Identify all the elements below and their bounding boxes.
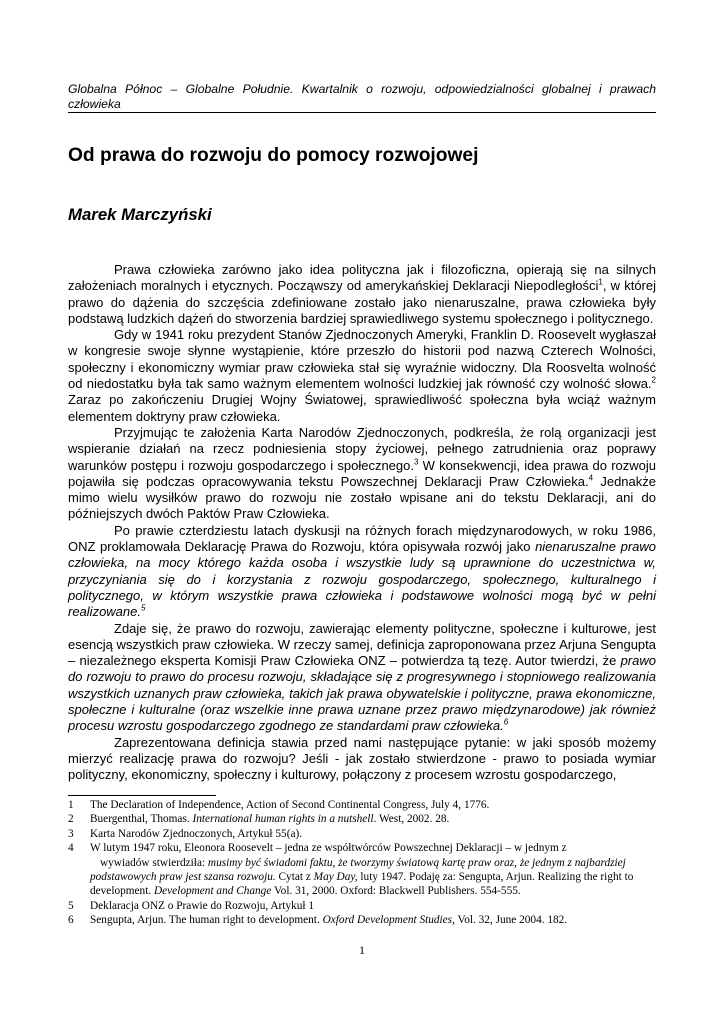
footnote-4-journal: Development and Change (154, 885, 272, 898)
footnote-ref-5: 5 (141, 603, 146, 613)
paragraph-1-text-b: , w której prawo do dążenia do szczęścia zdefiniowane zostało jako nienaruszalne, prawa człowieka były podstawą ludzkich dążeń do stworzenia bardziej sprawiedliwego systemu społecznego i politycznego. (68, 278, 656, 326)
footnote-2-text-b: . West, 2002. 28. (373, 813, 450, 826)
footnote-text: Deklaracja ONZ o Prawie do Rozwoju, Artykuł 1 (90, 899, 315, 912)
footnote-2-title: International human rights in a nutshell (192, 813, 374, 826)
footnote-4-text-b: wywiadów stwierdziła: (100, 856, 208, 869)
paragraph-3 (68, 425, 656, 523)
footnote-text: Karta Narodów Zjednoczonych, Artykuł 55(a). (90, 827, 303, 840)
paragraph-5 (68, 621, 656, 735)
article-author: Marek Marczyński (68, 205, 212, 224)
footnote-text (90, 812, 656, 826)
footnote-number: 4 (68, 842, 74, 855)
footnote-number: 5 (68, 899, 74, 912)
paragraph-1-text-a: Prawa człowieka zarówno jako idea polityczna jak i filozoficzna, opierają się na silnych założeniach moralnych i etycznych. Począwszy od amerykańskiej Deklaracji Niepodległości (68, 262, 656, 294)
footnote-2 (68, 812, 656, 826)
footnote-ref-6: 6 (503, 717, 509, 727)
paragraph-4 (68, 523, 656, 621)
paragraph-1 (68, 262, 656, 327)
paragraph-4-quote: nienaruszalne prawo człowieka, na mocy którego każda osoba i wszystkie ludy są uprawnione do uczestnictwa w, przyczyniania się do i korzystania z rozwoju gospodarczego, społecznego, kulturalnego i politycznego, w którym wszystkie prawa człowieka i podstawowe wolności mogą być w pełni realizowane. (68, 539, 656, 620)
footnote-4-text-a: W lutym 1947 roku, Eleonora Roosevelt – jedna ze współtwórców Powszechnej Deklaracji – w jednym z (90, 842, 567, 855)
footnote-ref-1: 1 (598, 277, 603, 287)
footnote-number: 3 (68, 827, 74, 840)
paragraph-5-quote: prawo do rozwoju to prawo do procesu rozwoju, składające się z progresywnego i stopniowego realizowania wszystkich uznanych praw człowieka, takich jak prawa obywatelskie i polityczne, prawa ekonomiczne, społeczne i kulturalne (oraz wszelkie inne prawa uznane przez prawo międzynarodowe) jak również procesu wzrostu gospodarczego zgodnego ze standardami praw człowieka. (68, 653, 656, 734)
footnote-ref-3: 3 (413, 457, 419, 467)
article-body (68, 262, 656, 784)
footnote-4-text-e: Vol. 31, 2000. Oxford: Blackwell Publishers. 554-555. (271, 885, 521, 898)
paragraph-3-text-c: Jednakże mimo wielu wysiłków prawo do rozwoju nie zostało wpisane ani do tekstu Deklaracji, ani do późniejszych dwóch Paktów Praw Człowieka. (68, 473, 656, 522)
paragraph-2-text-b: Zaraz po zakończeniu Drugiej Wojny Światowej, sprawiedliwość społeczna była wciąż ważnym elementem doktryny praw człowieka. (68, 392, 656, 424)
paragraph-2 (68, 327, 656, 425)
header-rule (68, 112, 656, 113)
footnote-3 (68, 827, 656, 841)
paragraph-2-text-a: Gdy w 1941 roku prezydent Stanów Zjednoczonych Ameryki, Franklin D. Roosevelt wygłaszał w kongresie swoje słynne wystąpienie, które przeszło do historii pod nazwą Czterech Wolności, społeczny i ekonomiczny wymiar praw człowieka stał się wyraźnie widoczny. Dla Roosvelta wolność od niedostatku była tak samo ważnym elementem wolności ludzkiej jak równość czy wolność słowa. (68, 327, 656, 392)
footnote-number: 2 (68, 813, 74, 826)
footnote-6-journal: Oxford Development Studies (322, 914, 453, 927)
paragraph-4-text-a: Po prawie czterdziestu latach dyskusji na różnych forach międzynarodowych, w roku 1986, ONZ proklamowała Deklarację Prawa do Rozwoju, która opisywała rozwój jako (68, 522, 656, 555)
footnote-ref-4: 4 (588, 473, 594, 483)
paragraph-6: Zaprezentowana definicja stawia przed nami następujące pytanie: w jaki sposób możemy mierzyć realizację prawa do rozwoju? Jeśli - jak zostało stwierdzone - prawo to posiada wymiar polityczny, ekonomiczny, społeczny i kulturowy, połączony z procesem wzrostu gospodarczego, (68, 734, 656, 783)
footnote-5 (68, 899, 656, 913)
footnote-number: 6 (68, 914, 74, 927)
running-header: Globalna Północ – Globalne Południe. Kwartalnik o rozwoju, odpowiedzialności globalnej i prawach człowieka (68, 82, 656, 111)
article-title: Od prawa do rozwoju do pomocy rozwojowej (68, 145, 479, 166)
footnote-4-source: May Day, (313, 871, 358, 884)
footnote-separator (68, 795, 216, 796)
paragraph-3-text-a: Przyjmując te założenia Karta Narodów Zjednoczonych, podkreśla, że rolą organizacji jest wspieranie działań na rzecz podniesienia stopy życiowej, pełnego zatrudnienia oraz poprawy warunków postępu i rozwoju gospodarczego i społecznego. (68, 424, 656, 473)
footnote-ref-2: 2 (651, 375, 656, 385)
paragraph-5-text-a: Zdaje się, że prawo do rozwoju, zawierając elementy polityczne, społeczne i kulturowe, jest esencją wszystkich praw człowieka. W rzeczy samej, definicja zaproponowana przez Arjuna Sengupta – niezależnego eksperta Komisji Praw Człowieka ONZ – potwierdza tą tezę. Autor twierdzi, że (68, 620, 656, 669)
footnote-text (90, 913, 656, 927)
footnotes (68, 798, 656, 928)
footnote-6 (68, 913, 656, 927)
footnote-text (90, 841, 656, 899)
footnote-4-text-c: Cytat z (275, 871, 314, 884)
footnote-4-text-d: luty 1947. Podaję za: Sengupta, Arjun. Realizing the right to development. (90, 871, 634, 898)
footnote-1 (68, 798, 656, 812)
footnote-6-text-b: , Vol. 32, June 2004. 182. (452, 914, 568, 927)
page-number: 1 (359, 943, 365, 957)
footnote-6-text-a: Sengupta, Arjun. The human right to development. (90, 914, 323, 927)
footnote-4 (68, 841, 656, 899)
paragraph-3-text-b: W konsekwencji, idea prawa do rozwoju pojawiła się podczas opracowywania tekstu Powszechnej Deklaracji Praw Człowieka. (68, 457, 656, 489)
footnote-text: The Declaration of Independence, Action of Second Continental Congress, July 4, 1776. (90, 799, 490, 811)
footnote-4-quote: musimy być świadomi faktu, że tworzymy światową kartę praw oraz, że jednym z najbardziej podstawowych praw jest szansa rozwoju. (90, 856, 626, 884)
footnote-2-text-a: Buergenthal, Thomas. (90, 813, 193, 826)
footnote-number: 1 (68, 799, 74, 811)
footnote-4-continuation (90, 857, 633, 898)
